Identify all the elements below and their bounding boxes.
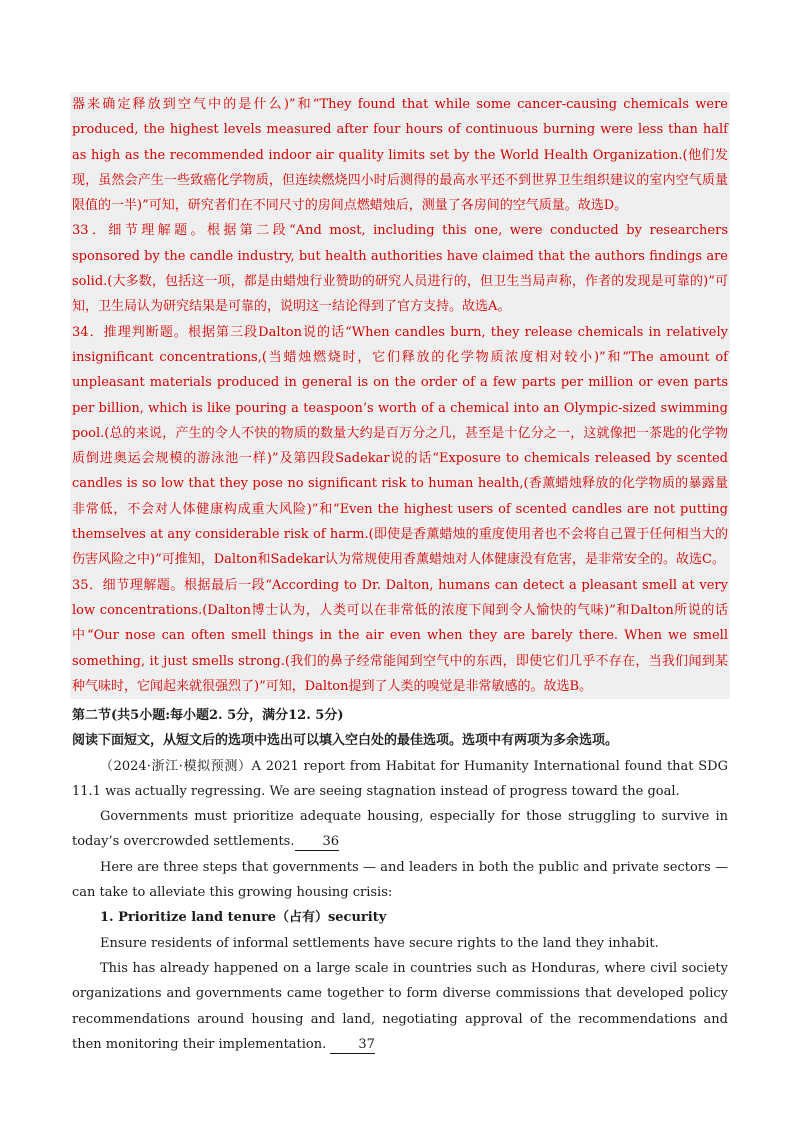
passage-paragraph-5 xyxy=(72,956,728,1057)
passage-paragraph-3: Here are three steps that governments — and leaders in both the public and private sectors — can take to alleviate this growing housing crisis: xyxy=(72,859,728,901)
passage-paragraph-1: （2024·浙江·模拟预测）A 2021 report from Habitat for Humanity International found that SDG 11.1 was actually regressing. We are seeing stagnation instead of progress toward the goal. xyxy=(72,758,728,799)
answer-34: 34．推理判断题。根据第三段Dalton说的话“When candles burn, they release chemicals in relatively insignificant concentrations,(当蜡烛燃烧时，它们释放的化学物质浓度相对较小)”和“The amount of unpleasant materials produced in general is on the order of a few parts per million or even parts per billion, which is like pouring a teaspoon’s worth of a chemical into an Olympic-sized swimming pool.(总的来说，产生的令人不快的物质的数量大约是百万分之几，甚至是十亿分之一，这就像把一茶匙的化学物质倒进奥运会规模的游泳池一样)”及第四段Sadekar说的话“Exposure to chemicals released by scented candles is so low that they pose no significant risk to human health,(香薰蜡烛释放的化学物质的暴露量非常低，不会对人体健康构成重大风险)”和“Even the highest users of scented candles are not putting themselves at any considerable risk of harm.(即使是香薰蜡烛的重度使用者也不会将自己置于任何相当大的伤害风险之中)”可推知，Dalton和Sadekar认为常规使用香薰蜡烛对人体健康没有危害，是非常安全的。故选C。 xyxy=(72,324,728,568)
blank-36: 36 xyxy=(295,834,340,851)
answer-33: 33．细节理解题。根据第二段“And most, including this one, were conducted by researchers sponsored by the candle industry, but health authorities have claimed that the authors findings are solid.(大多数，包括这一项，都是由蜡烛行业赞助的研究人员进行的，但卫生当局声称，作者的发现是可靠的)”可知，卫生局认为研究结果是可靠的，说明这一结论得到了官方支持。故选A。 xyxy=(72,223,728,315)
step-1-heading: 1. Prioritize land tenure（占有）security xyxy=(100,910,387,926)
paragraph-2-text: Governments must prioritize adequate housing, especially for those struggling to survive in today’s overcrowded settlements. xyxy=(72,809,728,850)
blank-37: 37 xyxy=(330,1037,375,1054)
passage-paragraph-2 xyxy=(72,804,728,855)
reading-section xyxy=(72,703,728,1057)
answer-32-continued: 器来确定释放到空气中的是什么)”和“They found that while some cancer-causing chemicals were produced, the highest levels measured after four hours of continuous burning were less than half as high as the recommended indoor air quality limits set by the World Health Organization.(他们发现，虽然会产生一些致癌化学物质，但连续燃烧四小时后测得的最高水平还不到世界卫生组织建议的室内空气质量限值的一半)”可知，研究者们在不同尺寸的房间点燃蜡烛后，测量了各房间的空气质量。故选D。 xyxy=(72,97,728,214)
passage-paragraph-4: Ensure residents of informal settlements have secure rights to the land they inhabit. xyxy=(100,935,659,951)
paragraph-5-text: This has already happened on a large scale in countries such as Honduras, where civil society organizations and governments came together to form diverse commissions that developed policy recommendations around housing and land, negotiating approval of the recommendations and then monitoring their implementation. xyxy=(72,960,728,1052)
section-heading: 第二节(共5小题:每小题2. 5分，满分12. 5分) xyxy=(72,708,344,723)
section-instruction: 阅读下面短文，从短文后的选项中选出可以填入空白处的最佳选项。选项中有两项为多余选项。 xyxy=(72,733,619,749)
answer-explanations xyxy=(70,92,730,699)
answer-35: 35．细节理解题。根据最后一段“According to Dr. Dalton, humans can detect a pleasant smell at very low concentrations.(Dalton博士认为，人类可以在非常低的浓度下闻到令人愉快的气味)”和Dalton所说的话中“Our nose can often smell things in the air even when they are barely there. When we smell something, it just smells strong.(我们的鼻子经常能闻到空气中的东西，即使它们几乎不存在，当我们闻到某种气味时，它闻起来就很强烈了)”可知，Dalton提到了人类的嗅觉是非常敏感的。故选B。 xyxy=(72,577,728,694)
